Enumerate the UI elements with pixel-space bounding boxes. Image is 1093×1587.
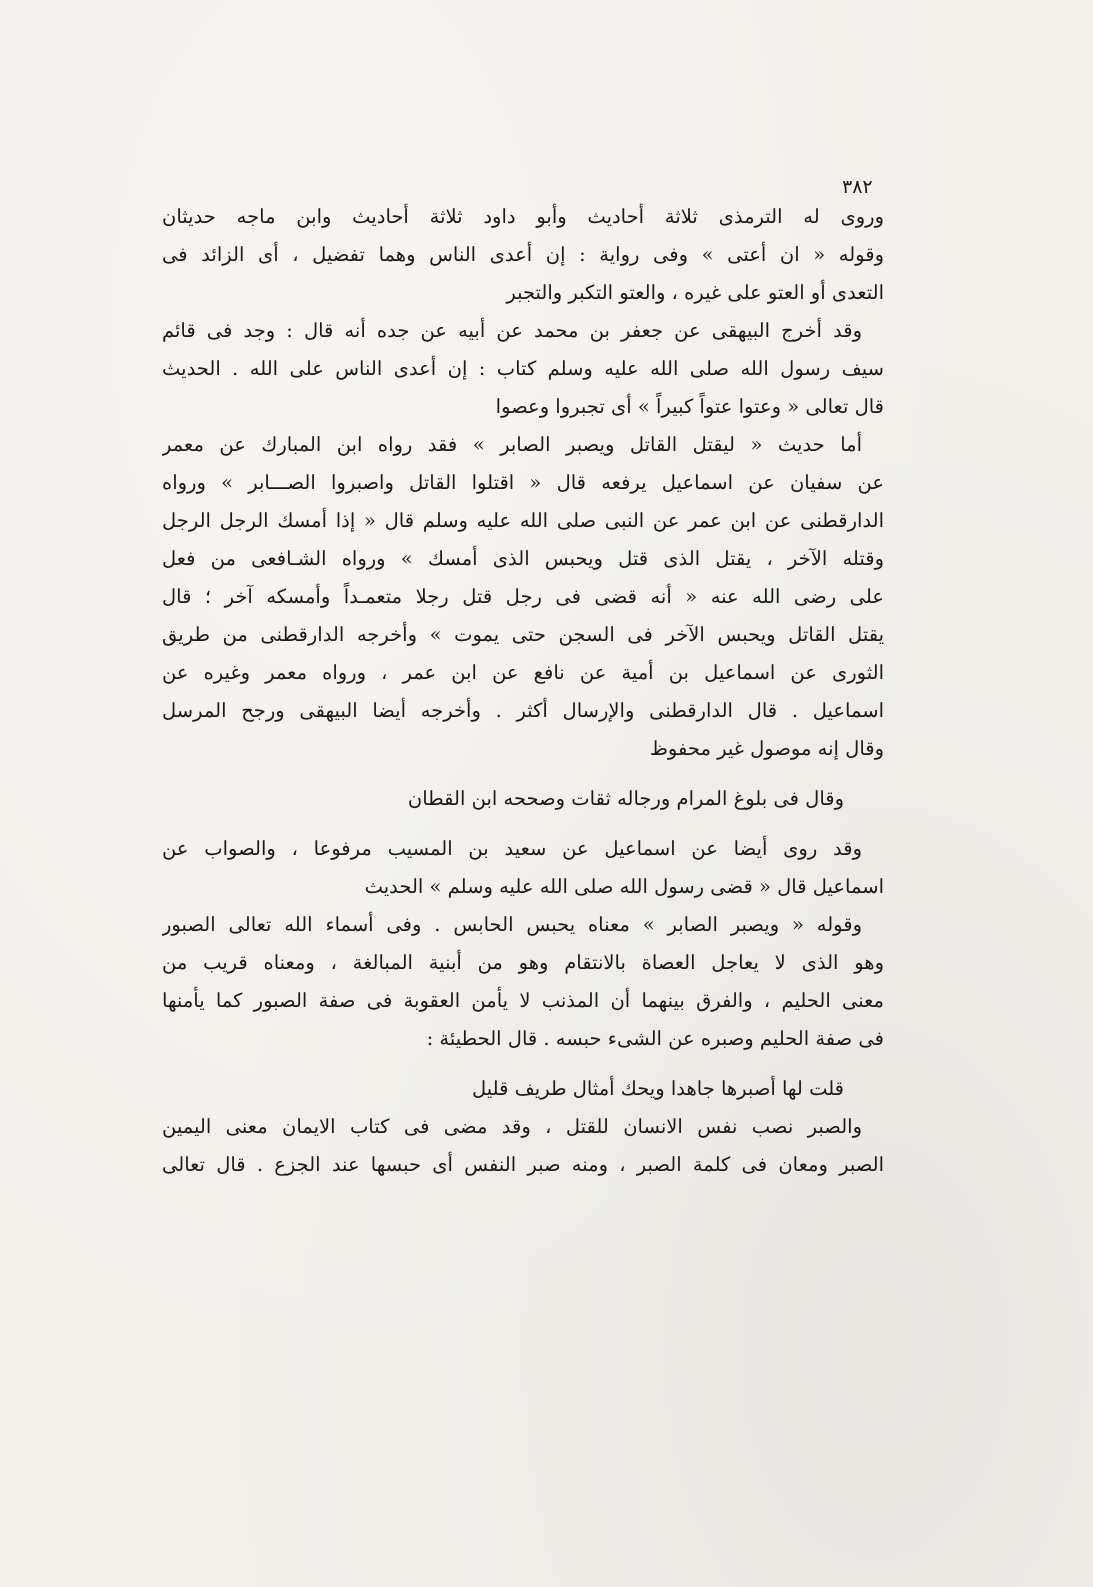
text-line: وقوله « ويصبر الصابر » معناه يحبس الحابس . وفى أسماء الله تعالى الصبور <box>162 913 862 936</box>
text-line: وقال إنه موصول غير محفوظ <box>649 737 884 760</box>
text-line: التعدى أو العتو على غيره ، والعتو التكبر والتجبر <box>506 281 884 304</box>
text-line: معنى الحليم ، والفرق بينهما أن المذنب لا يأمن العقوبة فى صفة الصبور كما يأمنها <box>162 989 884 1012</box>
paragraph-gap <box>162 768 884 780</box>
text-line: وروى له الترمذى ثلاثة أحاديث وأبو داود ثلاثة أحاديث وابن ماجه حديثان <box>162 205 884 228</box>
text-line: اسماعيل . قال الدارقطنى والإرسال أكثر . وأخرجه أيضا البيهقى ورجح المرسل <box>162 699 884 722</box>
text-line: أما حديث « ليقتل القاتل ويصبر الصابر » فقد رواه ابن المبارك عن معمر <box>162 433 862 456</box>
text-line: وقد أخرج البيهقى عن جعفر بن محمد عن أبيه عن جده أنه قال : وجد فى قائم <box>162 319 862 342</box>
text-line: وقوله « ان أعتى » وفى رواية : إن أعدى الناس وهما تفضيل ، أى الزائد فى <box>162 243 884 266</box>
verse-line: قلت لها أصبرها جاهدا ويحك أمثال طريف قليل <box>471 1077 844 1100</box>
text-line: وهو الذى لا يعاجل العصاة بالانتقام وهو من أبنية المبالغة ، ومعناه قريب من <box>162 951 884 974</box>
body-text <box>162 198 884 1184</box>
text-line: فى صفة الحليم وصبره عن الشىء حبسه . قال الحطيئة : <box>426 1027 884 1050</box>
text-line: قال تعالى « وعتوا عتواً كبيراً » أى تجبروا وعصوا <box>495 395 884 418</box>
text-line: وقد روى أيضا عن اسماعيل عن سعيد بن المسيب مرفوعا ، والصواب عن <box>162 837 862 860</box>
text-line: الثورى عن اسماعيل بن أمية عن نافع عن ابن عمر ، ورواه معمر وغيره عن <box>162 661 884 684</box>
text-line: وقال فى بلوغ المرام ورجاله ثقات وصححه ابن القطان <box>407 787 844 810</box>
page-number: ٣٨٢ <box>842 176 873 198</box>
text-line: سيف رسول الله صلى الله عليه وسلم كتاب : إن أعدى الناس على الله . الحديث <box>162 357 884 380</box>
text-line: على رضى الله عنه « أنه قضى فى رجل قتل رجلا متعمـداً وأمسكه آخر ؛ قال <box>162 585 884 608</box>
text-line: الدارقطنى عن ابن عمر عن النبى صلى الله عليه وسلم قال « إذا أمسك الرجل الرجل <box>162 509 884 532</box>
paragraph-gap <box>162 1058 884 1070</box>
text-line: عن سفيان عن اسماعيل يرفعه قال « اقتلوا القاتل واصبروا الصـــابر » ورواه <box>162 471 884 494</box>
paragraph-gap <box>162 818 884 830</box>
text-line: والصبر نصب نفس الانسان للقتل ، وقد مضى فى كتاب الايمان معنى اليمين <box>162 1115 862 1138</box>
text-line: يقتل القاتل ويحبس الآخر فى السجن حتى يموت » وأخرجه الدارقطنى من طريق <box>162 623 884 646</box>
text-line: وقتله الآخر ، يقتل الذى قتل ويحبس الذى أمسك » ورواه الشـافعى من فعل <box>162 547 884 570</box>
text-line: الصبر ومعان فى كلمة الصبر ، ومنه صبر النفس أى حبسها عند الجزع . قال تعالى <box>162 1153 884 1176</box>
text-line: اسماعيل قال « قضى رسول الله صلى الله عليه وسلم » الحديث <box>364 875 884 898</box>
